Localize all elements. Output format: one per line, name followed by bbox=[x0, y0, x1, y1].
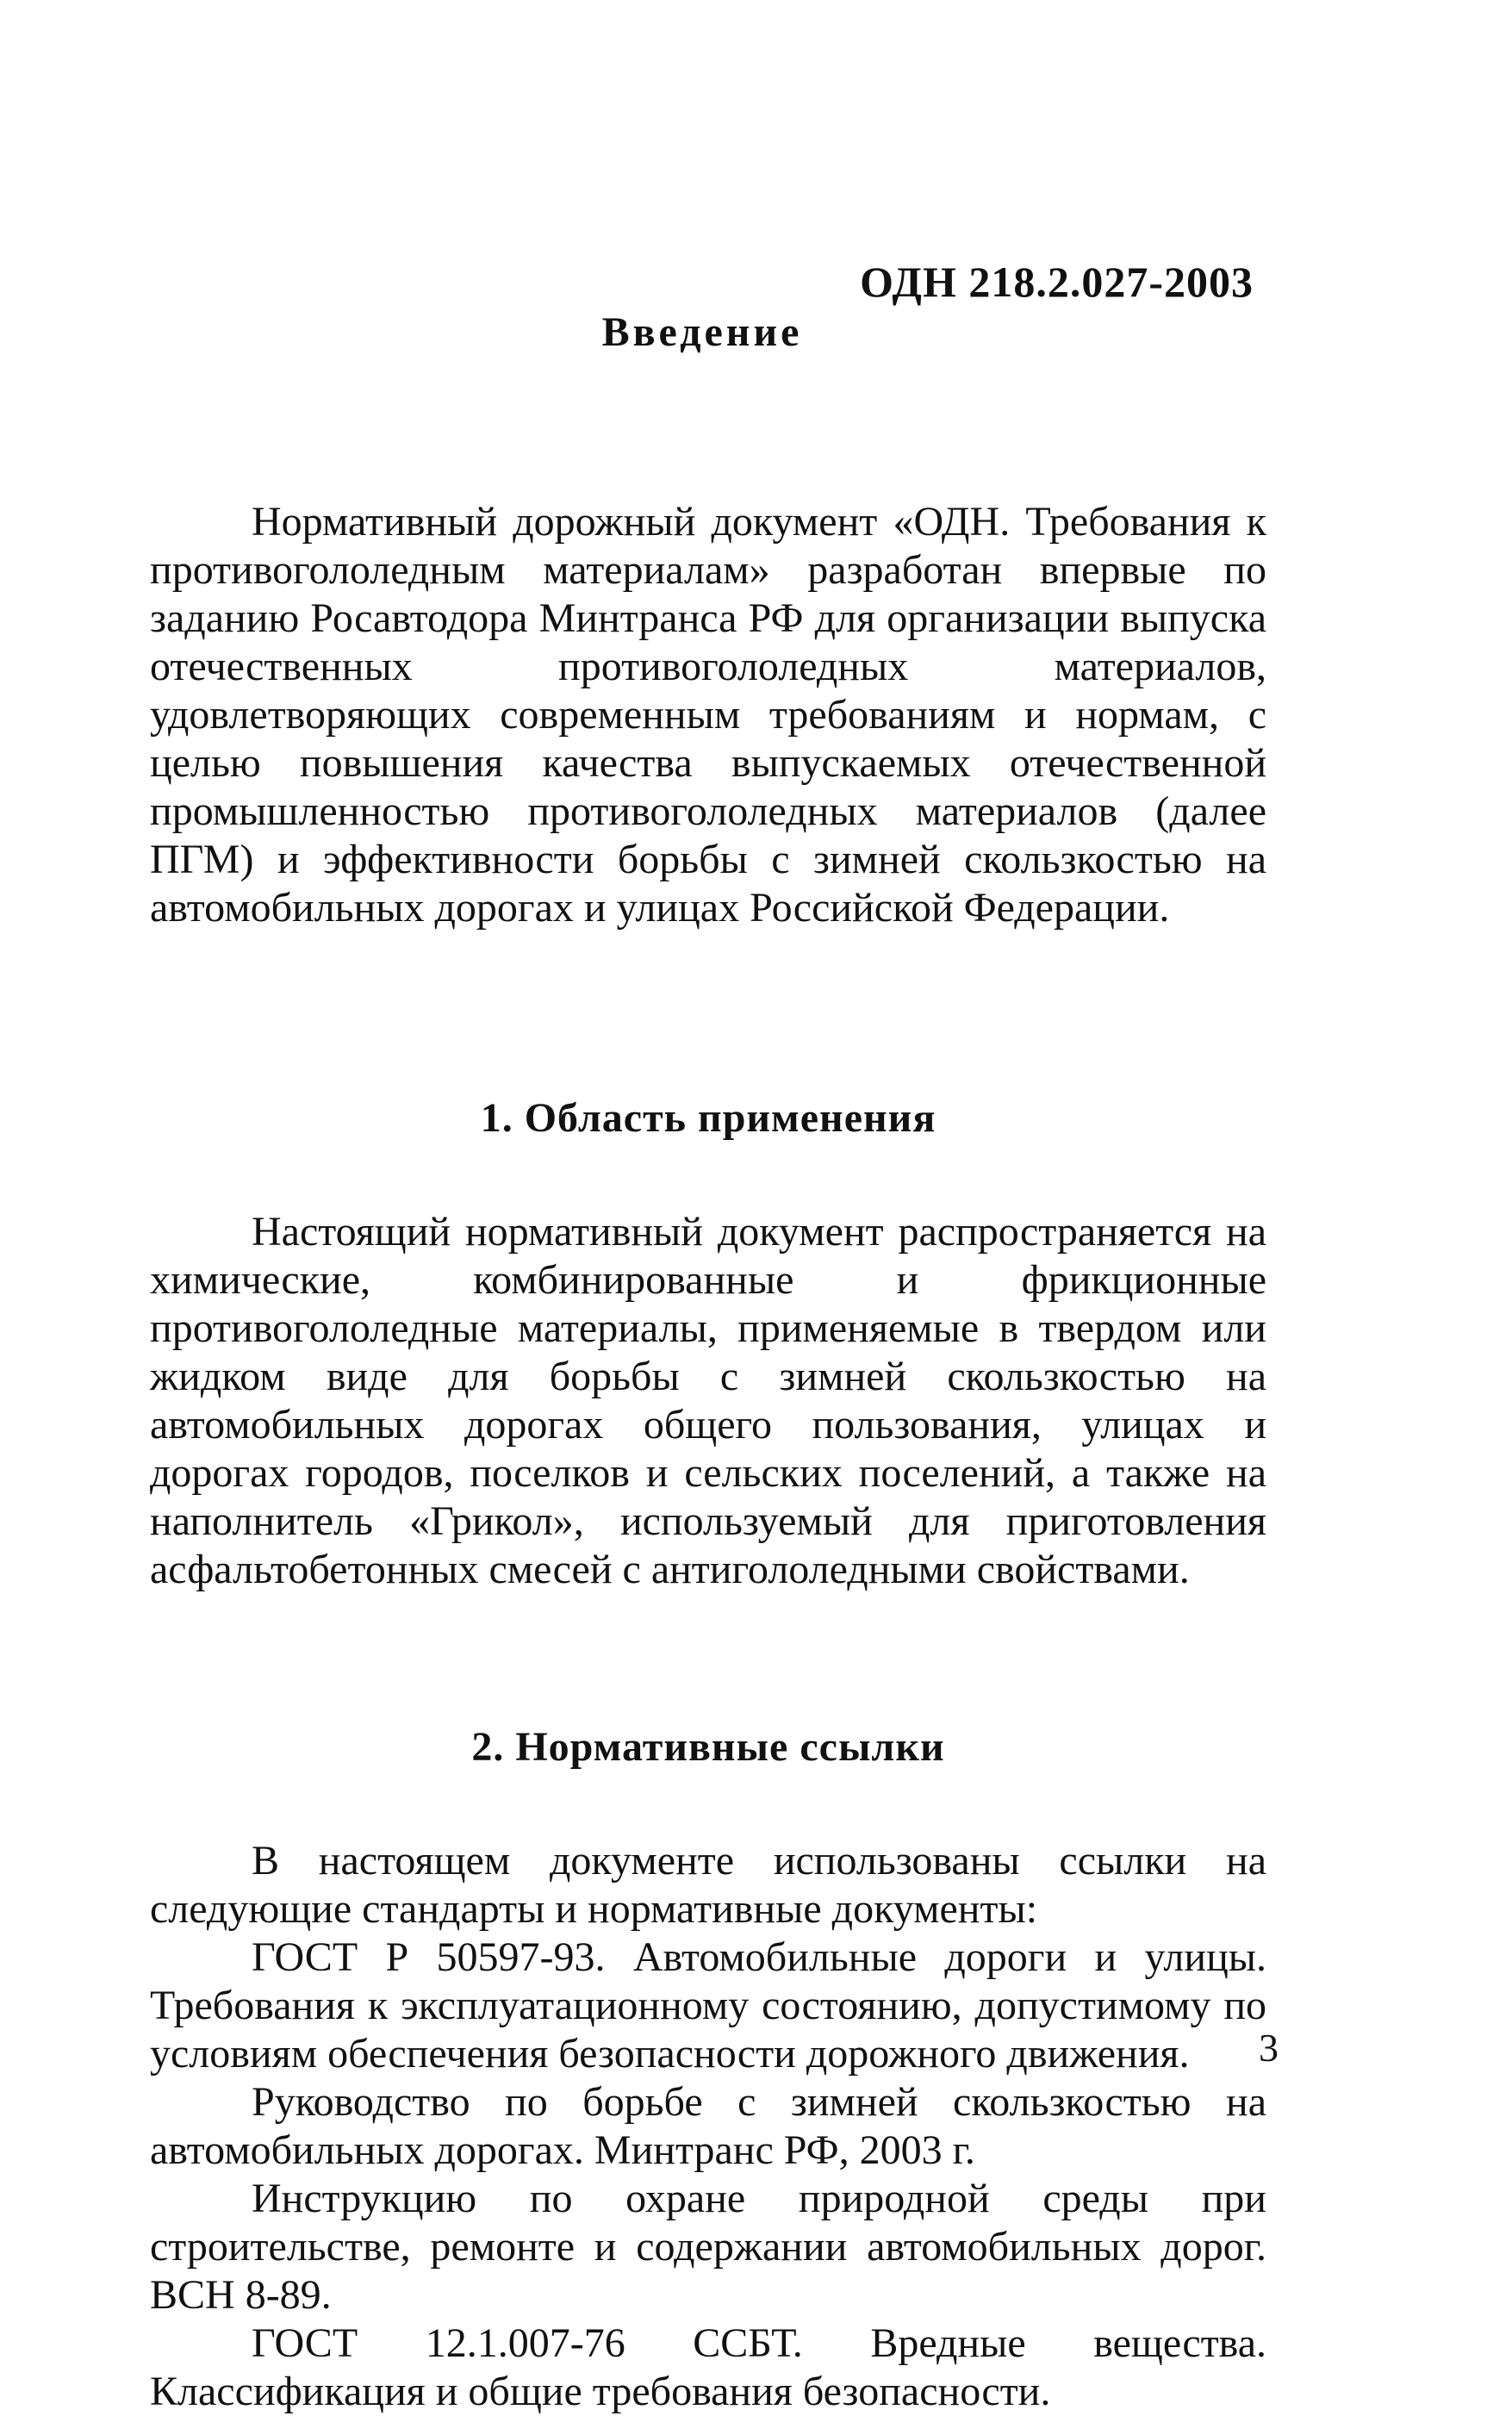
section-2-intro: В настоящем документе использованы ссылки на следующие стандарты и нормативные документы: bbox=[150, 1838, 1266, 1932]
section-2-heading: 2. Нормативные ссылки bbox=[471, 1724, 945, 1770]
section-1-body bbox=[150, 1208, 1266, 1594]
page-number: 3 bbox=[1259, 2026, 1279, 2070]
intro-body bbox=[150, 498, 1266, 932]
section-1-heading: 1. Область применения bbox=[480, 1095, 936, 1141]
section-1-paragraph: Настоящий нормативный документ распространяется на химические, комбинированные и фрикционные противогололедные материалы, применяемые в твердом или жидком виде для борьбы с зимней скользкостью на автомобильных дорогах общего пользования, улицах и дорогах городов, поселков и сельских поселений, а также на наполнитель «Грикол», используемый для приготовления асфальтобетонных смесей с антигололедными свойствами. bbox=[150, 1209, 1266, 1592]
intro-paragraph: Нормативный дорожный документ «ОДН. Требования к противогололедным материалам» разработан впервые по заданию Росавтодора Минтранса РФ для организации выпуска отечественных противогололедных материалов, удовлетворяющих современным требованиям и нормам, с целью повышения качества выпускаемых отечественной промышленностью противогололедных материалов (далее ПГМ) и эффективности борьбы с зимней скользкостью на автомобильных дорогах и улицах Российской Федерации. bbox=[150, 499, 1266, 931]
intro-heading: Введение bbox=[601, 309, 803, 355]
reference-item: Инструкцию по охране природной среды при строительстве, ремонте и содержании автомобильных дорог. ВСН 8-89. bbox=[150, 2176, 1266, 2318]
reference-item: ГОСТ 12.1.007-76 ССБТ. Вредные вещества. Классификация и общие требования безопасности. bbox=[150, 2320, 1266, 2414]
section-2-body bbox=[150, 1837, 1266, 2416]
reference-item: ГОСТ Р 50597-93. Автомобильные дороги и улицы. Требования к эксплуатационному состоянию, допустимому по условиям обеспечения безопасности дорожного движения. bbox=[150, 1934, 1266, 2077]
reference-item: Руководство по борьбе с зимней скользкостью на автомобильных дорогах. Минтранс РФ, 2003 г. bbox=[150, 2079, 1266, 2173]
document-code: ОДН 218.2.027-2003 bbox=[860, 258, 1254, 306]
